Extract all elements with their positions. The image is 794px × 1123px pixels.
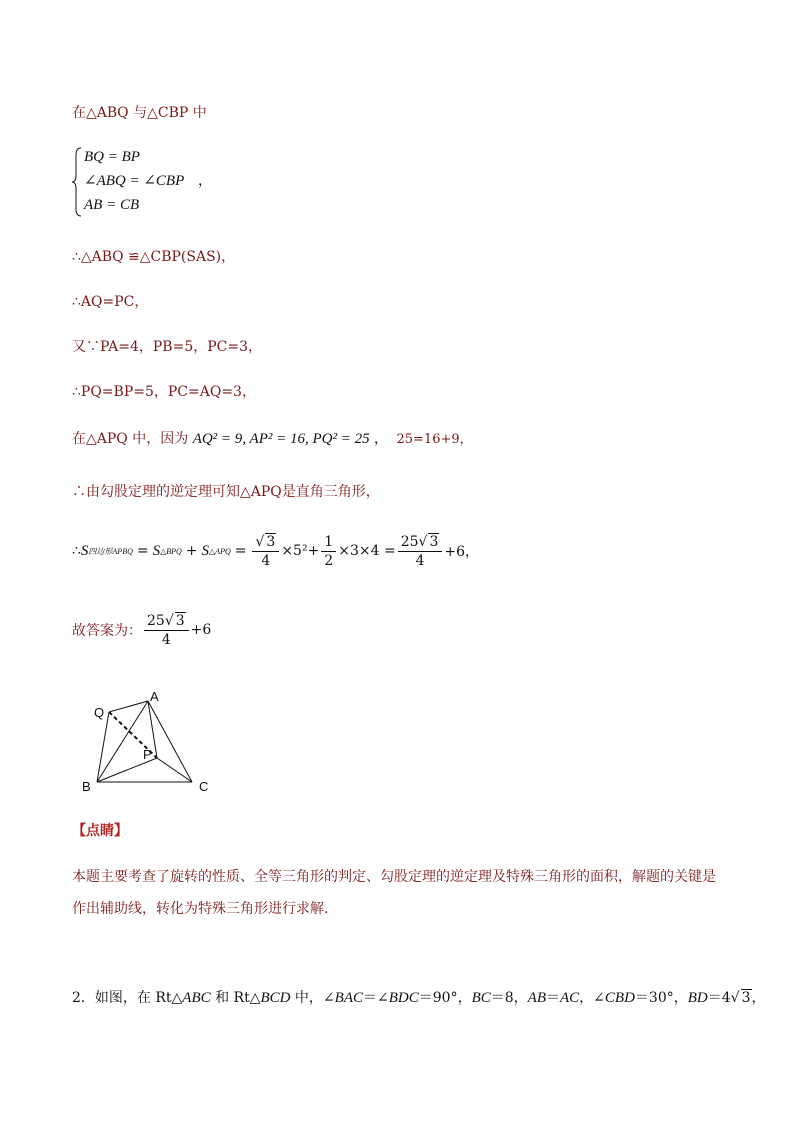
text: ＝8，: [490, 990, 528, 1006]
segment-ac-name: AC: [560, 990, 580, 1006]
fraction-sqrt3-over-4: [252, 533, 279, 569]
text: ，: [751, 990, 766, 1006]
area-symbol: S: [201, 542, 210, 559]
plus-six: +6: [190, 622, 212, 638]
answer-label: 故答案为：: [72, 623, 142, 639]
text: 和 Rt△: [210, 990, 261, 1006]
times-five-squared: ×5²+: [281, 543, 320, 559]
plus-sign: +: [185, 543, 198, 559]
label-q: Q: [94, 705, 105, 720]
sqrt-icon: √: [255, 534, 265, 550]
geometry-figure: [75, 685, 225, 800]
line-pq-bp: ∴PQ=BP=5，PC=AQ=3，: [72, 384, 256, 400]
equation-system: [72, 145, 242, 221]
angle-bac: BAC: [334, 990, 364, 1006]
left-brace-icon: [72, 147, 82, 217]
therefore-symbol: ∴: [72, 543, 81, 559]
fraction-result: [398, 533, 443, 569]
radicand: 3: [266, 534, 276, 550]
apq-squares-math: AQ² = 9, AP² = 16, PQ² = 25: [192, 431, 370, 447]
line-congruence: ∴△ABQ ≌△CBP(SAS)，: [72, 249, 236, 265]
apq-sum: 25=16+9，: [396, 432, 473, 447]
triangle-bcd: BCD: [260, 990, 291, 1006]
equation-tail: ，: [198, 173, 212, 189]
line-area-formula: [72, 528, 479, 574]
line-right-triangle: ∴由勾股定理的逆定理可知△APQ是直角三角形，: [72, 484, 380, 500]
area-symbol: S: [80, 542, 89, 559]
segment-bd-name: BD: [687, 990, 708, 1006]
denominator: 2: [324, 552, 334, 569]
text: ＝90°，: [418, 990, 472, 1006]
equation-row: AB = CB: [84, 197, 140, 213]
problem-2-statement: [72, 987, 766, 1007]
times-three-four: ×3×4 =: [338, 543, 396, 559]
segment-qb: [97, 712, 109, 782]
line-aq-pc: ∴AQ=PC，: [72, 294, 149, 310]
segment-bc-name: BC: [471, 990, 491, 1006]
radicand: 3: [175, 613, 185, 629]
apq-comma: ，: [374, 431, 389, 447]
coefficient: 25: [400, 534, 419, 550]
area-subscript: △APQ: [209, 546, 231, 556]
denominator: 4: [261, 553, 271, 569]
text: 中，∠: [290, 990, 335, 1006]
coefficient: 25: [147, 613, 165, 629]
sqrt-icon: √: [164, 613, 174, 629]
text: 2．如图，在 Rt△: [72, 990, 183, 1006]
triangle-abc: ABC: [182, 990, 211, 1006]
apq-prefix: 在△APQ 中，因为: [72, 431, 189, 447]
label-c: C: [199, 779, 209, 794]
label-a: A: [150, 689, 159, 704]
angle-cbd: CBD: [604, 990, 635, 1006]
radicand: 3: [429, 534, 439, 550]
comment-title: 【点睛】: [72, 823, 128, 839]
radicand: 3: [741, 990, 751, 1006]
label-p: P: [143, 747, 152, 762]
line-given-lengths: 又∵PA=4，PB=5，PC=3，: [72, 339, 262, 355]
fraction-one-half: [321, 534, 336, 569]
equals-sign: =: [234, 543, 247, 559]
denominator: 4: [161, 632, 171, 648]
label-b: B: [82, 779, 91, 794]
text: ＝: [546, 990, 560, 1006]
answer-fraction: [144, 612, 189, 648]
sqrt-icon: √: [418, 534, 428, 550]
equation-row: ∠ABQ = ∠CBP: [84, 173, 185, 189]
text: ＝30°，: [634, 990, 688, 1006]
text: ，∠: [579, 990, 605, 1006]
area-subscript: △BPQ: [160, 546, 182, 556]
text: ＝4: [707, 990, 731, 1006]
area-symbol: S: [152, 542, 161, 559]
segment-pc: [157, 758, 192, 782]
equals-sign: =: [136, 543, 149, 559]
plus-six: +6，: [444, 544, 479, 560]
denominator: 4: [415, 553, 425, 569]
line-apq-squares: [72, 428, 473, 448]
numerator: 1: [321, 534, 336, 552]
sqrt-icon: √: [730, 990, 740, 1006]
comment-body-line1: 本题主要考查了旋转的性质、全等三角形的判定、勾股定理的逆定理及特殊三角形的面积，解题的关键是: [72, 869, 716, 885]
area-subscript: 四边形APBQ: [88, 546, 133, 556]
equation-row: BQ = BP: [84, 149, 140, 165]
angle-bdc: BDC: [388, 990, 419, 1006]
segment-ab-name: AB: [527, 990, 546, 1006]
text: ＝∠: [363, 990, 389, 1006]
line-answer: [72, 608, 211, 652]
comment-body-line2: 作出辅助线，转化为特殊三角形进行求解．: [72, 901, 338, 917]
line-triangles-intro: 在△ABQ 与△CBP 中: [72, 105, 207, 121]
